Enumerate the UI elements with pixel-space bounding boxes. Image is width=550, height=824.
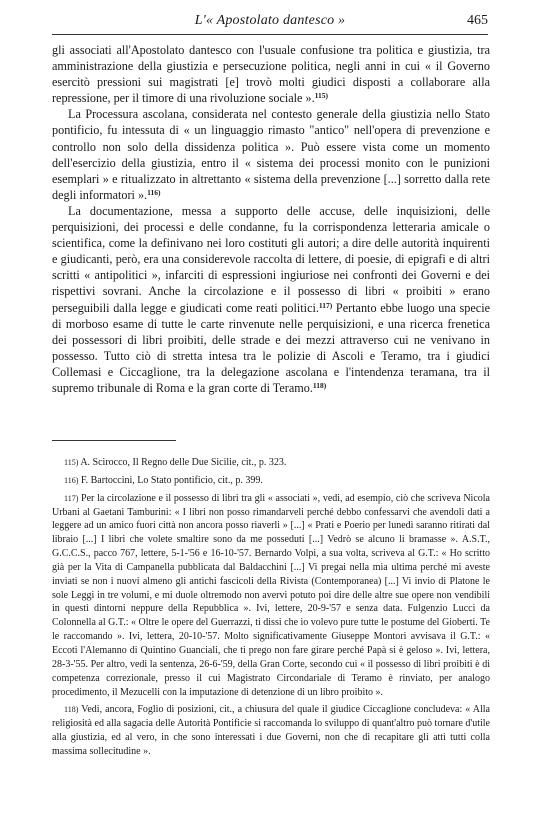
footnote-118 (52, 703, 490, 758)
footnote-115 (52, 456, 490, 470)
footnote-ref-117[interactable]: 117) (318, 300, 333, 310)
paragraph-3-text-a: La documentazione, messa a supporto delle accuse, delle inquisizioni, delle perquisizioni, dei processi e delle condanne, fu la corrispondenza letteraria amicale o scientifica, come la definivano nei loro costituti gli autori; a dire delle autorità inquirenti e giudicanti, però, era una considerevole raccolta di lettere, di poesie, di epigrafi e di altri scritti « antipolitici », infarciti di espressioni ingiuriose nei confronti dei Governi e dei rispettivi sovrani. Anche la circolazione e il possesso di libri « proibiti » erano perseguibili dalla legge e giudicati come reati politici. (52, 203, 490, 315)
footnote-mark: 117) (64, 493, 79, 503)
footnote-ref-116[interactable]: 116) (147, 187, 161, 197)
running-title: L'« Apostolato dantesco » (194, 13, 346, 28)
footnote-text: Vedi, ancora, Foglio di posizioni, cit., a chiusura del quale il giudice Ciccaglione concludeva: « Alla religiosità ed alla sagacia delle Autorità Pontificie si raccomanda lo sviluppo di quant'altro può tornare d'utile alla giustizia, ed al vero, in che sono interessati i due Governi, non che di recapitare gli atti tutti colla massima sollecitudine ». (52, 704, 490, 757)
footnote-mark: 116) (64, 475, 79, 485)
footnote-mark: 118) (64, 705, 79, 715)
paragraph-1-text: gli associati all'Apostolato dantesco con l'usuale confusione tra politica e giustizia, tra amministrazione della giustizia e persecuzione politica, negli anni in cui « il Governo esercitò pressioni sui magistrati [e] trovò molti giudici disposti a collaborare alla repressione, per il timore di una rivoluzione sociale ». (52, 43, 490, 106)
running-header (52, 12, 488, 35)
paragraph-2-text: La Processura ascolana, considerata nel contesto generale della giustizia nello Stato pontificio, fu intessuta di « un linguaggio rimasto "antico" nell'opera di prevenzione e controllo non solo della dissidenza politica ». Può essere vista come un momento dell'esercizio della giustizia, entro il « sistema dei processi monito con le punizioni esemplari » e ritualizzato in altrettanto « sistema della prevenzione [...] sorretto dalla rete degli informatori ». (52, 107, 490, 202)
footnote-text: A. Scirocco, Il Regno delle Due Sicilie, cit., p. 323. (78, 457, 287, 468)
footnote-separator (52, 440, 176, 441)
paragraph-2 (52, 106, 490, 203)
footnote-text: F. Bartoccini, Lo Stato pontificio, cit., p. 399. (78, 474, 263, 486)
footnote-mark: 115) (64, 458, 79, 467)
footnote-117 (52, 492, 490, 700)
paragraph-1 (52, 42, 490, 106)
footnote-ref-118[interactable]: 118) (312, 380, 327, 390)
footnote-text: Per la circolazione e il possesso di libri tra gli « associati », vedi, ad esempio, ciò che scriveva Nicola Urbani al Gaetani Tamburini: « I libri non posso rimandarveli perché debbo confessarvi che avendoli dati a leggere ad un amico fuori città non ancora posso riaverli » [...] « Prati e Poerio per lunedì saranno ritirati dal libraio [...] I libri che volete smaltire sono da me posseduti [...] Vedrò se alcuno li bramasse ». A.S.T., G.C.C.S., pacco 767, lettere, 5-1-'56 e 16-10-'57. Bernardo Volpi, a sua volta, scriveva al G.T.: « Ho scritto già per la Vita di Campanella pubblicata dal Baldacchini [...] Vi pregai nella mia ultima perché mi aveste inviati se non i nuovi almeno gli antichi fascicoli della Rivista (Contemporanea) [...] Vi invio di Platone le sole Leggi in tre volumi, e mi duole oltremodo non avervi potuto poi dire delle altre sue opere non vendibili in questi dintorni neppure della Repubblica ». Ivi, lettere, 20-9-'57 e senza data. Fulgenzio Lucci da Colonnella al G.T.: « Oltre le opere del Guerrazzi, ti dissi che io volevo pure tutte le postume del Gioberti. Te le raccomando ». Ivi, lettera, 20-10-'57. Molto significativamente Giuseppe Montori avvisava il G.T.: « Eccoti l'Alemanno di Quintino Guanciali, che ti prego non fare girare perché Papà si è geloso ». Ivi, lettera, 28-3-'55. Per altro, vedi la sentenza, 26-6-'59, della Gran Corte, secondo cui « il possesso di libri proibiti è di competenza correzionale, presso il cui Magistrato Circondariale di Teramo è rinviato, per analogo procedimento, il Mezucelli con la imputazione di detenzione di un libro proibito ». (52, 492, 490, 698)
main-text (52, 42, 490, 396)
page-number: 465 (467, 13, 488, 28)
footnote-ref-115[interactable]: 115) (314, 91, 328, 101)
footnotes (52, 456, 490, 763)
paragraph-3-text-b: Pertanto ebbe luogo una specie di morboso esame di tutte le carte rinvenute nelle perquisizioni, e una ricerca frenetica dei possessori di libri proibiti, delle strade e dei mezzi attraverso cui ne venivano in possesso. Tutto ciò di stretta intesa tra le polizie di Ascoli e Teramo, tra i giudici Collemasi e Ciccaglione, tra la delegazione ascolana e l'intendenza teramana, tra il supremo tribunale di Roma e la gran corte di Teramo. (52, 300, 490, 395)
paragraph-3 (52, 203, 490, 396)
footnote-116 (52, 474, 490, 488)
